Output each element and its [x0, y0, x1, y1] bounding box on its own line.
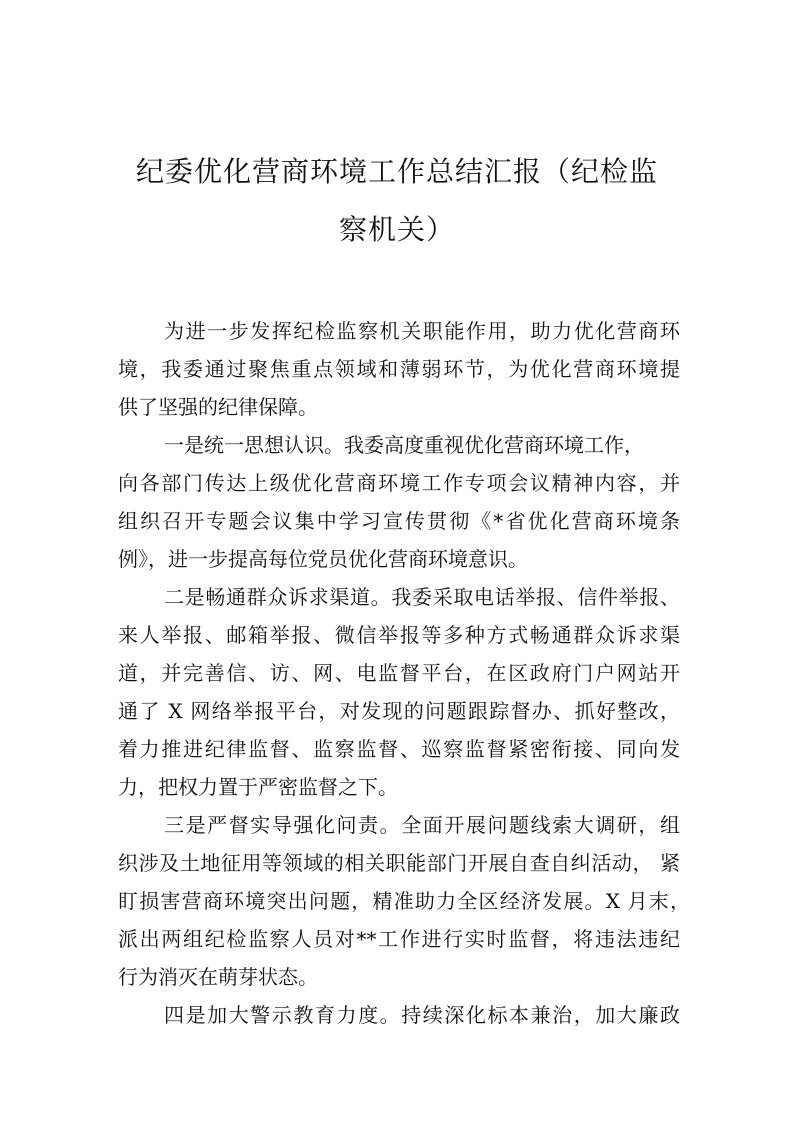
body-line: 织涉及土地征用等领域的相关职能部门开展自查自纠活动， 紧	[118, 851, 680, 875]
body-line: 四是加大警示教育力度。持续深化标本兼治，加大廉政	[164, 1003, 680, 1027]
body-line: 来人举报、邮箱举报、微信举报等多种方式畅通群众诉求渠	[118, 623, 680, 647]
body-line: 派出两组纪检监察人员对**工作进行实时监督，将违法违纪	[118, 927, 680, 951]
body-line: 着力推进纪律监督、监察监督、巡察监督紧密衔接、同向发	[118, 737, 680, 761]
body-line: 道，并完善信、访、网、电监督平台，在区政府门户网站开	[118, 661, 680, 685]
body-line: 力，把权力置于严密监督之下。	[118, 775, 398, 799]
body-line: 供了坚强的纪律保障。	[118, 395, 318, 419]
body-line: 向各部门传达上级优化营商环境工作专项会议精神内容，并	[118, 471, 680, 495]
body-line: 组织召开专题会议集中学习宣传贯彻《*省优化营商环境条	[118, 509, 680, 533]
document-title-line-1: 纪委优化营商环境工作总结汇报（纪检监	[135, 155, 658, 188]
document-title-line-2: 察机关）	[338, 213, 455, 246]
body-line: 境，我委通过聚焦重点领域和薄弱环节，为优化营商环境提	[118, 357, 680, 381]
body-line: 一是统一思想认识。我委高度重视优化营商环境工作，	[164, 433, 644, 457]
body-line: 三是严督实导强化问责。全面开展问题线索大调研，组	[164, 813, 680, 837]
body-line: 二是畅通群众诉求渠道。我委采取电话举报、信件举报、	[164, 585, 680, 609]
body-line: 行为消灭在萌芽状态。	[118, 965, 318, 989]
body-line: 盯损害营商环境突出问题，精准助力全区经济发展。X 月末，	[118, 889, 690, 913]
body-line: 为进一步发挥纪检监察机关职能作用，助力优化营商环	[164, 319, 680, 343]
body-line: 例》，进一步提高每位党员优化营商环境意识。	[118, 547, 528, 571]
body-line: 通了 X 网络举报平台，对发现的问题跟踪督办、抓好整改，	[118, 699, 680, 723]
document-body	[118, 312, 690, 1034]
